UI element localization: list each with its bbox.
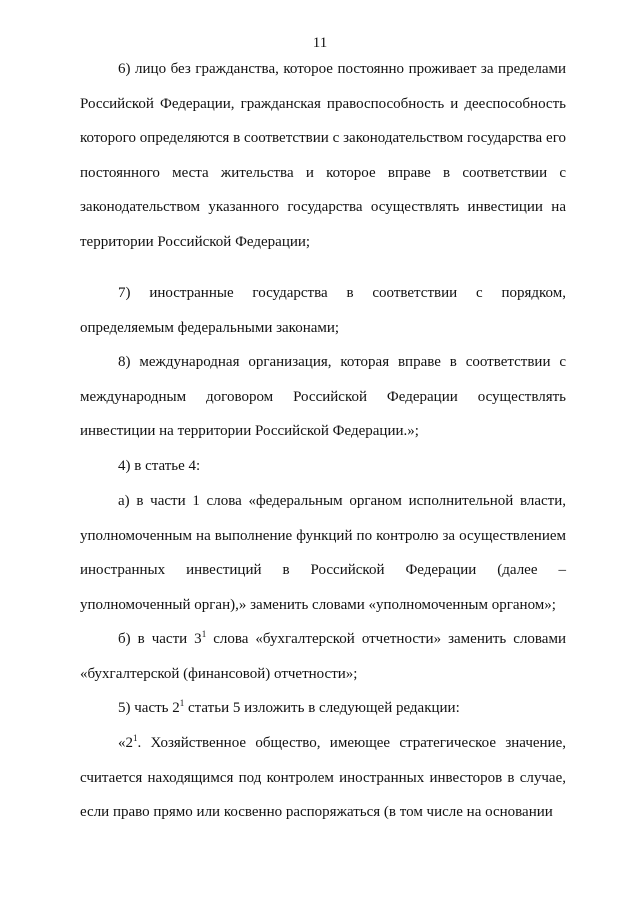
paragraph-item-5-start: 5) часть 2 [118, 700, 180, 716]
paragraph-subitem-b-start: б) в части 3 [118, 631, 202, 647]
paragraph-item-5-rest: статьи 5 изложить в следующей редакции: [184, 700, 460, 716]
paragraph-subitem-a: а) в части 1 слова «федеральным органом исполнительной власти, уполномоченным на выполнение функций по контролю за осуществлением иностранных инвестиций в Российской Федерации (далее – уполномоченный орган),» заменить словами «уполномоченным органом»; [80, 493, 566, 613]
paragraph-quoted-text [80, 726, 566, 830]
paragraph-subitem-b [80, 622, 566, 691]
paragraph-quoted-start: «2 [118, 735, 133, 751]
paragraph-item-6: 6) лицо без гражданства, которое постоянно проживает за пределами Российской Федерации, гражданская правоспособность и дееспособность которого определяются в соответствии с законодательством государства его постоянного места жительства и которое вправе в соответствии с законодательством указанного государства осуществлять инвестиции на территории Российской Федерации; [80, 61, 566, 250]
superscript-index: 1 [179, 698, 185, 708]
paragraph-item-7: 7) иностранные государства в соответствии с порядком, определяемым федеральными законами; [80, 285, 566, 336]
page-number: 11 [312, 35, 328, 51]
paragraph-subitem-b-rest: слова «бухгалтерской отчетности» заменить словами «бухгалтерской (финансовой) отчетности»; [80, 631, 566, 682]
superscript-index: 1 [201, 629, 207, 639]
paragraph-item-4: 4) в статье 4: [118, 458, 201, 474]
paragraph-quoted-rest: . Хозяйственное общество, имеющее стратегическое значение, считается находящимся под контролем иностранных инвесторов в случае, если право прямо или косвенно распоряжаться (в том числе на основании [80, 735, 566, 820]
paragraph-item-5 [80, 691, 566, 726]
paragraph-item-8: 8) международная организация, которая вправе в соответствии с международным договором Российской Федерации осуществлять инвестиции на территории Российской Федерации.»; [80, 354, 566, 439]
superscript-index: 1 [133, 733, 138, 743]
